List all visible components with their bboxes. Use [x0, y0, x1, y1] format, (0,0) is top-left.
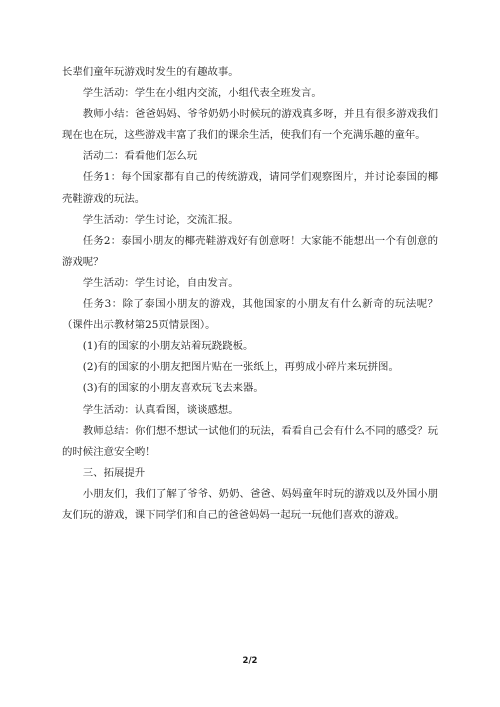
- paragraph-teacher-summary: 教师总结：你们想不想试一试他们的玩法，看看自己会有什么不同的感受？玩的时候注意安全哟！: [62, 424, 438, 458]
- paragraph-13: 学生活动：认真看图，谈谈感想。: [82, 403, 239, 416]
- section-heading-activity-2: 活动二：看看他们怎么玩: [82, 150, 198, 163]
- list-item-2: (2)有的国家的小朋友把图片贴在一张纸上，再剪成小碎片来玩拼图。: [82, 361, 399, 374]
- paragraph-task-1: 任务1：每个国家都有自己的传统游戏，请同学们观察图片，并讨论泰国的椰壳鞋游戏的玩法。: [62, 171, 438, 205]
- paragraph-task-2: 任务2：泰国小朋友的椰壳鞋游戏好有创意呀！大家能不能想出一个有创意的游戏呢？: [62, 234, 438, 268]
- list-item-3: (3)有的国家的小朋友喜欢玩飞去来器。: [82, 382, 264, 395]
- paragraph-1: 长辈们童年玩游戏时发生的有趣故事。: [62, 66, 239, 78]
- page-number: 2/2: [242, 656, 258, 666]
- paragraph-3: 教师小结：爸爸妈妈、爷爷奶奶小时候玩的游戏真多呀，并且有很多游戏我们现在也在玩，这些游戏丰富了我们的课余生活，使我们有一个充满乐趣的童年。: [62, 108, 438, 142]
- section-heading-extension: 三、拓展提升: [82, 466, 146, 479]
- paragraph-closing: 小朋友们，我们了解了爷爷、奶奶、爸爸、妈妈童年时玩的游戏以及外国小朋友们玩的游戏，课下同学们和自己的爸爸妈妈一起玩一玩他们喜欢的游戏。: [62, 487, 438, 521]
- paragraph-task-3: 任务3：除了泰国小朋友的游戏，其他国家的小朋友有什么新奇的玩法呢？（课件出示教材第25页情景图）。: [62, 298, 438, 332]
- paragraph-6: 学生活动：学生讨论，交流汇报。: [82, 213, 239, 226]
- document-body: [62, 62, 438, 526]
- paragraph-2: 学生活动：学生在小组内交流，小组代表全班发言。: [82, 87, 322, 100]
- list-item-1: (1)有的国家的小朋友站着玩跷跷板。: [82, 340, 254, 353]
- paragraph-8: 学生活动：学生讨论，自由发言。: [82, 276, 239, 289]
